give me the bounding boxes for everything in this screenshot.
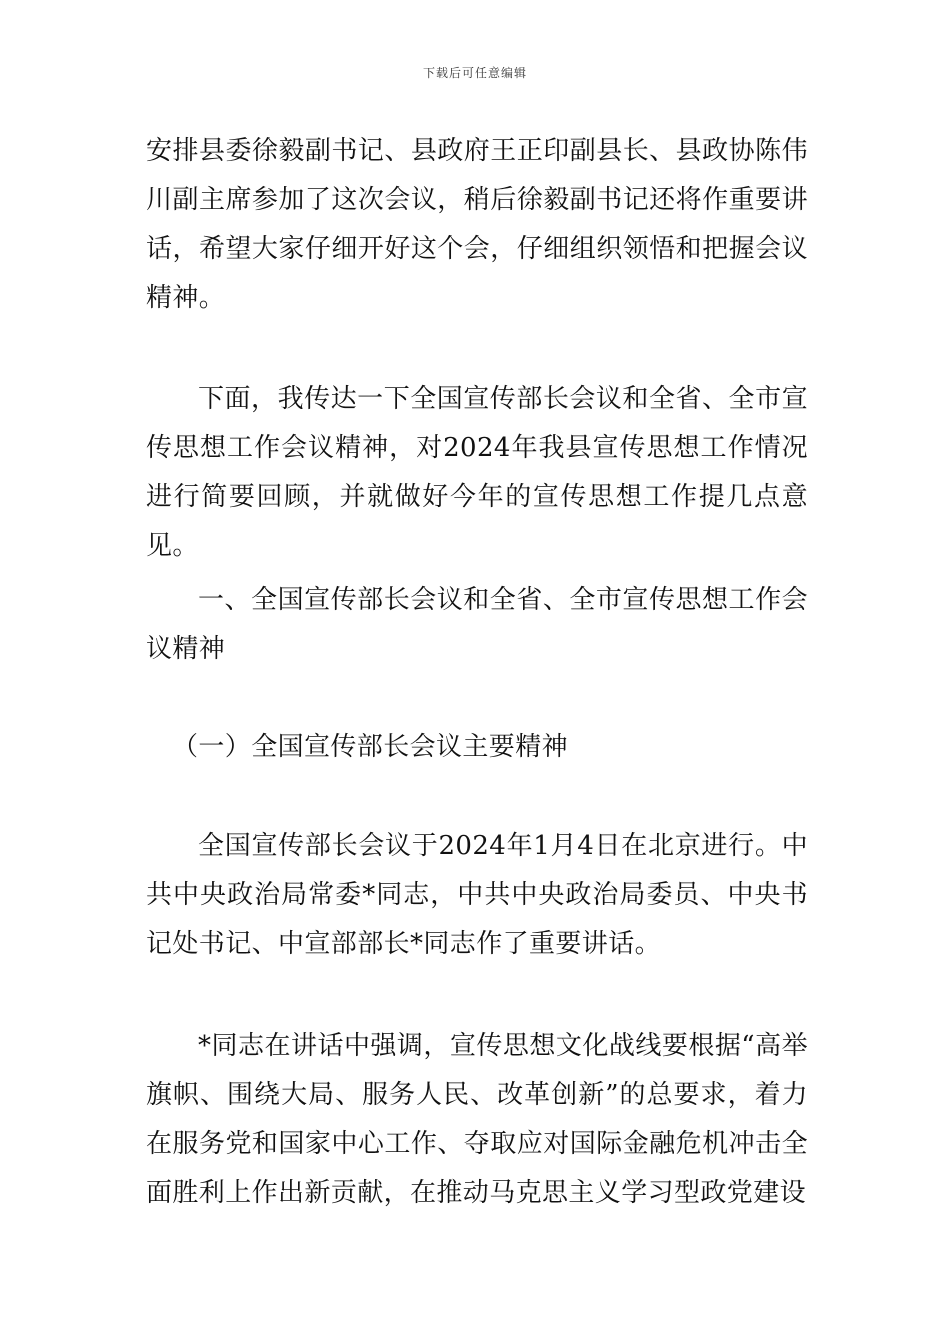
paragraph-conference-date: 全国宣传部长会议于2024年1月4日在北京进行。中共中央政治局常委*同志，中共中央政治局委员、中央书记处书记、中宣部部长*同志作了重要讲话。 — [146, 831, 808, 959]
page-header-note: 下载后可任意编辑 — [422, 66, 527, 80]
paragraph-attendance: 安排县委徐毅副书记、县政府王正印副县长、县政协陈伟川副主席参加了这次会议，稍后徐毅副书记还将作重要讲话，希望大家仔细开好这个会，仔细组织领悟和把握会议精神。 — [146, 136, 808, 313]
paragraph-speech-emphasis: *同志在讲话中强调，宣传思想文化战线要根据“高举旗帜、围绕大局、服务人民、改革创新”的总要求，着力在服务党和国家中心工作、夺取应对国际金融危机冲击全面胜利上作出新贡献，在推动马克思主义学习型政党建设 — [146, 1031, 808, 1208]
paragraph-agenda: 下面，我传达一下全国宣传部长会议和全省、全市宣传思想工作会议精神，对2024年我县宣传思想工作情况进行简要回顾，并就做好今年的宣传思想工作提几点意见。 — [146, 384, 808, 561]
subsection-heading-1: （一）全国宣传部长会议主要精神 — [172, 732, 569, 762]
section-heading-1: 一、全国宣传部长会议和全省、全市宣传思想工作会议精神 — [146, 585, 808, 664]
